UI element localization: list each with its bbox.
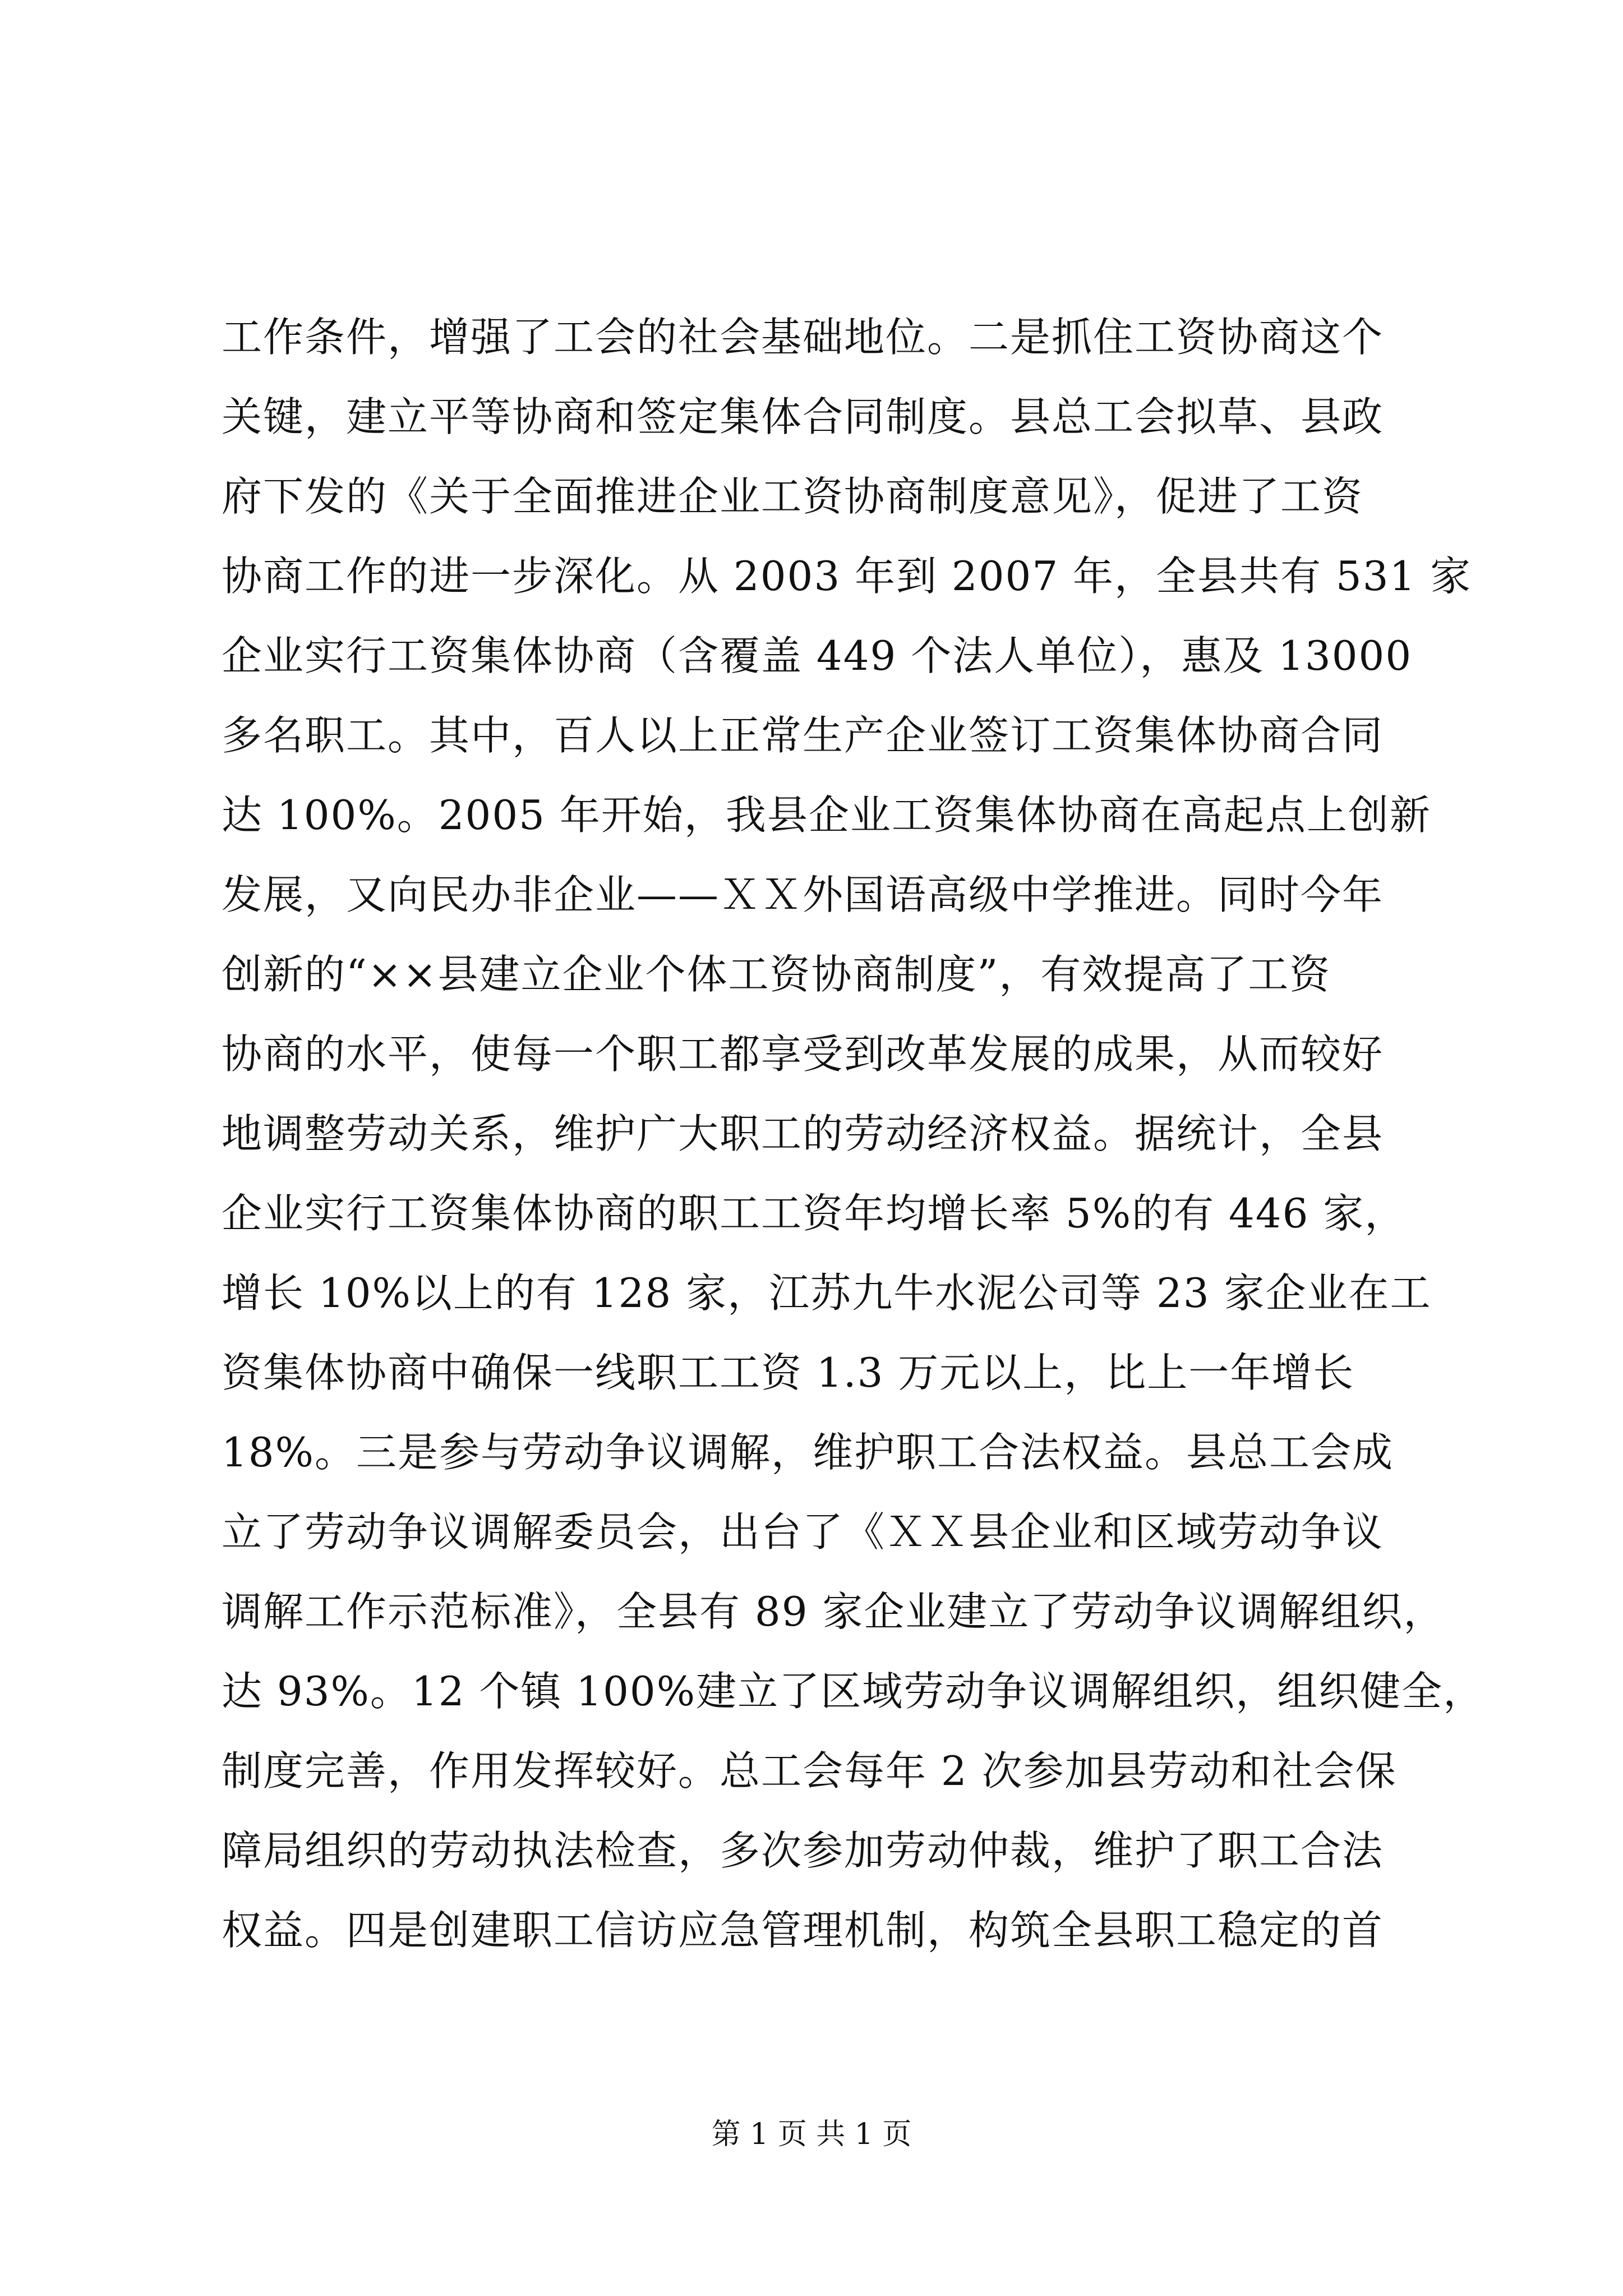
text-line: 达 93%。12 个镇 100%建立了区域劳动争议调解组织，组织健全，	[222, 1668, 1485, 1715]
text-line: 地调整劳动关系，维护广大职工的劳动经济权益。据统计，全县	[222, 1110, 1384, 1157]
text-line: 障局组织的劳动执法检查，多次参加劳动仲裁，维护了职工合法	[222, 1827, 1384, 1874]
text-line: 调解工作示范标准》，全县有 89 家企业建立了劳动争议调解组织，	[222, 1588, 1445, 1635]
text-line: 工作条件，增强了工会的社会基础地位。二是抓住工资协商这个	[222, 314, 1384, 361]
text-line: 协商的水平，使每一个职工都享受到改革发展的成果，从而较好	[222, 1030, 1384, 1078]
text-line: 企业实行工资集体协商的职工工资年均增长率 5%的有 446 家，	[222, 1190, 1407, 1237]
text-line: 制度完善，作用发挥较好。总工会每年 2 次参加县劳动和社会保	[222, 1747, 1397, 1795]
page-number-label: 第 1 页 共 1 页	[711, 2118, 912, 2151]
text-line: 创新的“××县建立企业个体工资协商制度”，有效提高了工资	[222, 951, 1331, 998]
text-line: 协商工作的进一步深化。从 2003 年到 2007 年，全县共有 531 家	[222, 553, 1472, 600]
text-line: 立了劳动争议调解委员会，出台了《ＸＸ县企业和区域劳动争议	[222, 1508, 1384, 1556]
text-line: 达 100%。2005 年开始，我县企业工资集体协商在高起点上创新	[222, 792, 1431, 839]
body-text	[222, 297, 1485, 1970]
text-line: 企业实行工资集体协商（含覆盖 449 个法人单位），惠及 13000	[222, 632, 1413, 679]
text-line: 关键，建立平等协商和签定集体合同制度。县总工会拟草、县政	[222, 393, 1384, 440]
text-line: 府下发的《关于全面推进企业工资协商制度意见》，促进了工资	[222, 473, 1364, 520]
text-line: 资集体协商中确保一线职工工资 1.3 万元以上，比上一年增长	[222, 1349, 1355, 1396]
text-line: 18%。三是参与劳动争议调解，维护职工合法权益。县总工会成	[222, 1429, 1394, 1476]
text-line: 多名职工。其中，百人以上正常生产企业签订工资集体协商合同	[222, 712, 1384, 759]
text-line: 权益。四是创建职工信访应急管理机制，构筑全县职工稳定的首	[222, 1907, 1384, 1954]
text-line: 发展，又向民办非企业——ＸＸ外国语高级中学推进。同时今年	[222, 871, 1384, 918]
text-line: 增长 10%以上的有 128 家，江苏九牛水泥公司等 23 家企业在工	[222, 1269, 1432, 1317]
page-footer	[0, 2115, 1623, 2154]
